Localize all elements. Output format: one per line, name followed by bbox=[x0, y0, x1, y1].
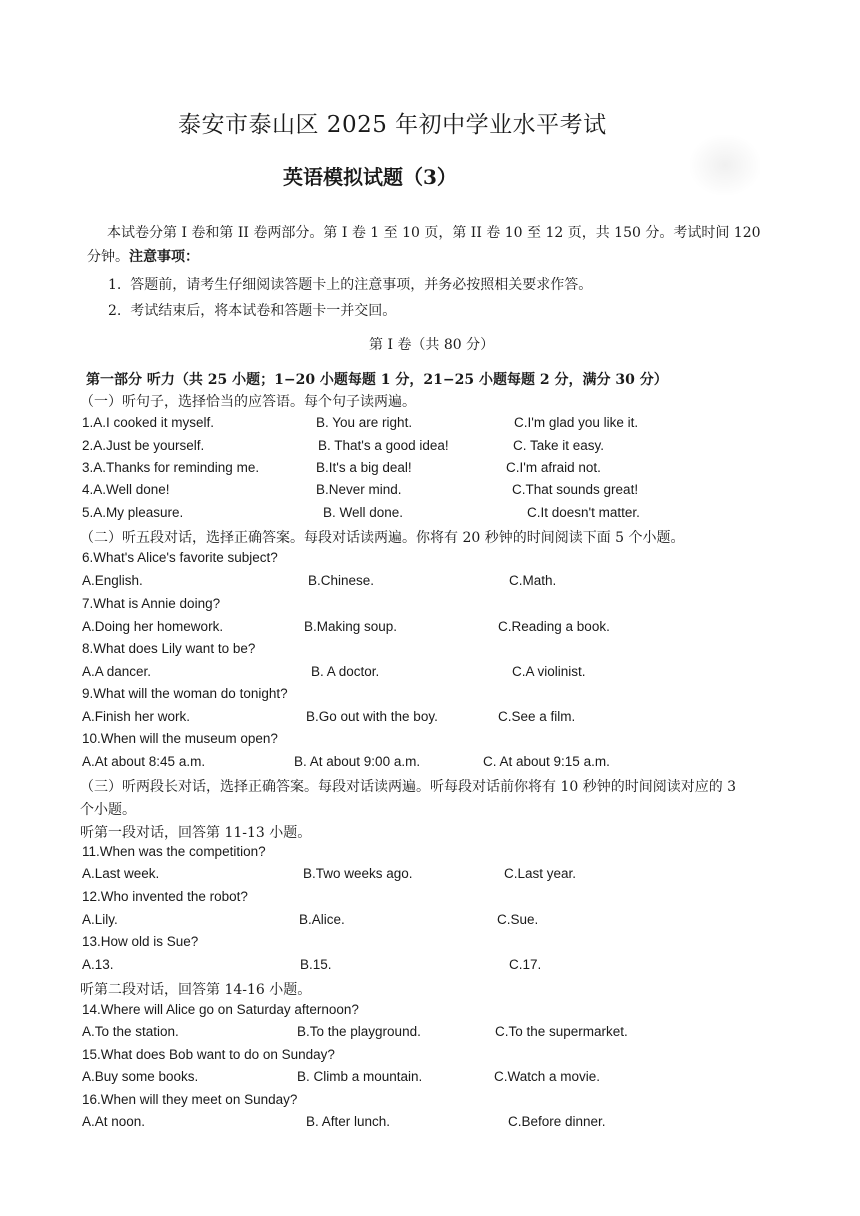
q7-option-b: B.Making soup. bbox=[304, 619, 398, 634]
q8-option-b: B. A doctor. bbox=[311, 664, 380, 679]
q15-option-c: C.Watch a movie. bbox=[494, 1069, 601, 1084]
q10-option-b: B. At about 9:00 a.m. bbox=[294, 754, 421, 769]
note-1-text: 答题前，请考生仔细阅读答题卡上的注意事项，并务必按照相关要求作答。 bbox=[130, 277, 593, 293]
part1-heading: 第一部分 听力（共 25 小题；1−20 小题每题 1 分，21−25 小题每题 2 分，满分 30 分） bbox=[86, 372, 668, 388]
scan-smudge bbox=[690, 135, 760, 195]
section-1-instruction: （一）听句子，选择恰当的应答语。每个句子读两遍。 bbox=[80, 394, 416, 410]
q11-question: 11.When was the competition? bbox=[82, 844, 266, 859]
q12-option-c: C.Sue. bbox=[497, 912, 539, 927]
q6-option-c: C.Math. bbox=[509, 573, 557, 588]
notice-heading: 注意事项： bbox=[129, 249, 199, 265]
q10-option-a: A.At about 8:45 a.m. bbox=[82, 754, 206, 769]
dialog-1-instruction: 听第一段对话，回答第 11-13 小题。 bbox=[80, 825, 312, 841]
q13-option-c: C.17. bbox=[509, 957, 542, 972]
q9-option-c: C.See a film. bbox=[498, 709, 576, 724]
q7-option-a: A.Doing her homework. bbox=[82, 619, 224, 634]
dialog-2-instruction: 听第二段对话，回答第 14-16 小题。 bbox=[80, 982, 312, 998]
intro-line-2 bbox=[87, 246, 199, 266]
section-2-instruction: （二）听五段对话，选择正确答案。每段对话读两遍。你将有 20 秒钟的时间阅读下面 5 个小题。 bbox=[80, 530, 685, 546]
q15-option-a: A.Buy some books. bbox=[82, 1069, 199, 1084]
q15-question: 15.What does Bob want to do on Sunday? bbox=[82, 1047, 335, 1062]
section-3-instruction-line-2: 个小题。 bbox=[80, 802, 136, 818]
q9-question: 9.What will the woman do tonight? bbox=[82, 686, 288, 701]
q7-question: 7.What is Annie doing? bbox=[82, 596, 221, 611]
note-2-text: 考试结束后，将本试卷和答题卡一并交回。 bbox=[130, 303, 397, 319]
q13-question: 13.How old is Sue? bbox=[82, 934, 199, 949]
q14-question: 14.Where will Alice go on Saturday afternoon? bbox=[82, 1002, 359, 1017]
q16-option-c: C.Before dinner. bbox=[508, 1114, 606, 1129]
q11-option-a: A.Last week. bbox=[82, 866, 160, 881]
volume-heading: 第 I 卷（共 80 分） bbox=[369, 337, 495, 353]
q4-option-c: C.That sounds great! bbox=[512, 482, 639, 497]
q3-option-b: B.It's a big deal! bbox=[316, 460, 412, 475]
q5-option-c: C.It doesn't matter. bbox=[527, 505, 640, 520]
q1-option-c: C.I'm glad you like it. bbox=[514, 415, 639, 430]
q16-option-a: A.At noon. bbox=[82, 1114, 146, 1129]
q5-option-b: B. Well done. bbox=[323, 505, 404, 520]
q6-option-a: A.English. bbox=[82, 573, 143, 588]
q14-option-a: A.To the station. bbox=[82, 1024, 179, 1039]
q10-question: 10.When will the museum open? bbox=[82, 731, 278, 746]
q12-question: 12.Who invented the robot? bbox=[82, 889, 248, 904]
note-2 bbox=[108, 300, 396, 320]
exam-subtitle: 英语模拟试题（3） bbox=[283, 165, 457, 189]
note-2-number: 2. bbox=[108, 303, 122, 319]
q3-option-a: 3.A.Thanks for reminding me. bbox=[82, 460, 260, 475]
q13-option-b: B.15. bbox=[300, 957, 332, 972]
q7-option-c: C.Reading a book. bbox=[498, 619, 610, 634]
q11-option-c: C.Last year. bbox=[504, 866, 577, 881]
q2-option-a: 2.A.Just be yourself. bbox=[82, 438, 205, 453]
q12-option-b: B.Alice. bbox=[299, 912, 345, 927]
exam-title: 泰安市泰山区 2025 年初中学业水平考试 bbox=[178, 112, 607, 138]
q9-option-b: B.Go out with the boy. bbox=[306, 709, 438, 724]
q1-option-a: 1.A.I cooked it myself. bbox=[82, 415, 215, 430]
intro-line-1: 本试卷分第 I 卷和第 II 卷两部分。第 I 卷 1 至 10 页，第 II 卷 10 至 12 页，共 150 分。考试时间 120 bbox=[107, 225, 761, 241]
q9-option-a: A.Finish her work. bbox=[82, 709, 191, 724]
q10-option-c: C. At about 9:15 a.m. bbox=[483, 754, 610, 769]
q3-option-c: C.I'm afraid not. bbox=[506, 460, 601, 475]
q16-option-b: B. After lunch. bbox=[306, 1114, 391, 1129]
q16-question: 16.When will they meet on Sunday? bbox=[82, 1092, 298, 1107]
note-1 bbox=[108, 274, 592, 294]
q1-option-b: B. You are right. bbox=[316, 415, 413, 430]
q8-option-c: C.A violinist. bbox=[512, 664, 586, 679]
q2-option-c: C. Take it easy. bbox=[513, 438, 605, 453]
q8-question: 8.What does Lily want to be? bbox=[82, 641, 256, 656]
q2-option-b: B. That's a good idea! bbox=[318, 438, 449, 453]
note-1-number: 1. bbox=[108, 277, 122, 293]
section-3-instruction-line-1: （三）听两段长对话，选择正确答案。每段对话读两遍。听每段对话前你将有 10 秒钟的时间阅读对应的 3 bbox=[80, 779, 737, 795]
q4-option-a: 4.A.Well done! bbox=[82, 482, 170, 497]
q5-option-a: 5.A.My pleasure. bbox=[82, 505, 184, 520]
intro-line-2-text: 分钟。 bbox=[87, 249, 129, 265]
q12-option-a: A.Lily. bbox=[82, 912, 118, 927]
q14-option-b: B.To the playground. bbox=[297, 1024, 421, 1039]
q15-option-b: B. Climb a mountain. bbox=[297, 1069, 423, 1084]
q11-option-b: B.Two weeks ago. bbox=[303, 866, 413, 881]
q14-option-c: C.To the supermarket. bbox=[495, 1024, 628, 1039]
q6-option-b: B.Chinese. bbox=[308, 573, 375, 588]
q6-question: 6.What's Alice's favorite subject? bbox=[82, 550, 278, 565]
q8-option-a: A.A dancer. bbox=[82, 664, 152, 679]
q13-option-a: A.13. bbox=[82, 957, 114, 972]
q4-option-b: B.Never mind. bbox=[316, 482, 402, 497]
